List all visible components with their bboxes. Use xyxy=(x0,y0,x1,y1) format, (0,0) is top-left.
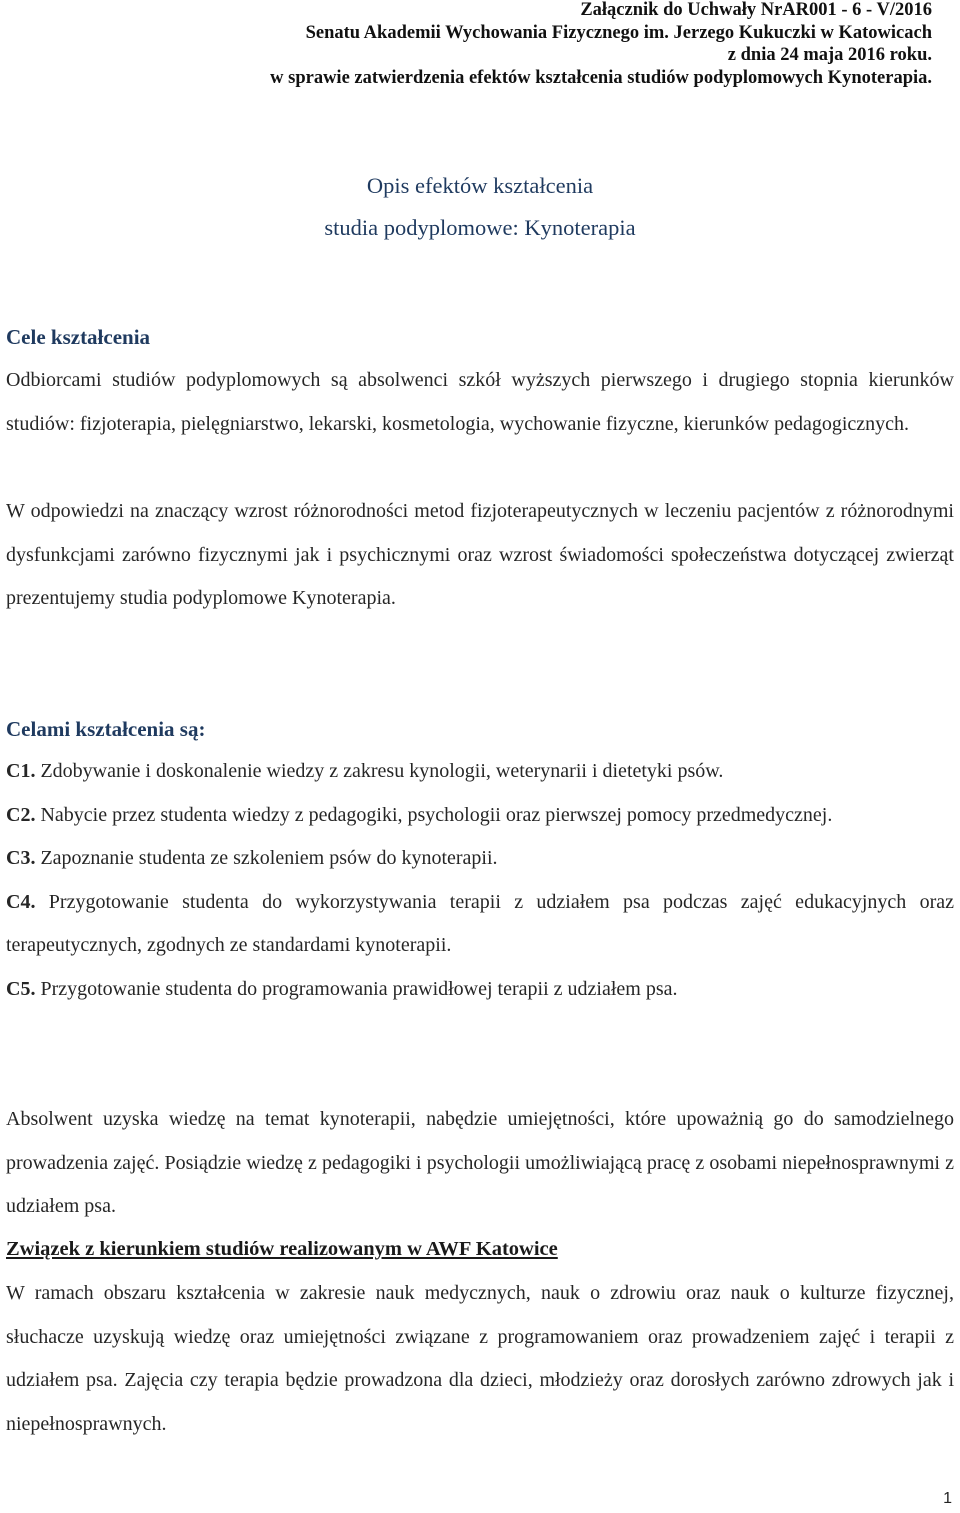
header-line-date: z dnia 24 maja 2016 roku. xyxy=(727,45,932,65)
relation-paragraph: W ramach obszaru kształcenia w zakresie nauk medycznych, nauk o zdrowiu oraz nauk o kulturze fizycznej, słuchacze uzyskują wiedzę oraz umiejętności związane z programowaniem oraz prowadzeniem zajęć i terapii z udziałem psa. Zajęcia czy terapia będzie prowadzona dla dzieci, młodzieży oraz dorosłych zarówno zdrowych jak i niepełnosprawnych. xyxy=(6,1282,954,1435)
goals-list xyxy=(6,750,954,1011)
goal-text: Przygotowanie studenta do programowania prawidłowej terapii z udziałem psa. xyxy=(35,977,678,1000)
goal-item-c4 xyxy=(6,881,954,968)
page-number: 1 xyxy=(943,1490,952,1507)
response-paragraph: W odpowiedzi na znaczący wzrost różnorodności metod fizjoterapeutycznych w leczeniu pacjentów z różnorodnymi dysfunkcjami zarówno fizycznymi jak i psychicznymi oraz wzrost świadomości społeczeństwa dotyczącej zwierząt prezentujemy studia podyplomowe Kynoterapia. xyxy=(6,500,954,609)
graduate-paragraph: Absolwent uzyska wiedzę na temat kynoterapii, nabędzie umiejętności, które upoważnią go do samodzielnego prowadzenia zajęć. Posiądzie wiedzę z pedagogiki i psychologii umożliwiającą pracę z osobami niepełnosprawnymi z udziałem psa. xyxy=(6,1108,954,1217)
goal-code: C4. xyxy=(6,890,36,913)
header-line-annex: Załącznik do Uchwały NrAR001 - 6 - V/2016 xyxy=(580,0,932,20)
goal-item-c5 xyxy=(6,968,954,1012)
resolution-header xyxy=(270,0,932,89)
goal-code: C3. xyxy=(6,847,36,869)
goal-item-c2 xyxy=(6,794,954,838)
header-line-senate: Senatu Akademii Wychowania Fizycznego im. Jerzego Kukuczki w Katowicach xyxy=(305,22,932,43)
header-line-subject: w sprawie zatwierdzenia efektów kształcenia studiów podyplomowych Kynoterapia. xyxy=(270,67,932,88)
goal-text: Zdobywanie i doskonalenie wiedzy z zakresu kynologii, weterynarii i dietetyki psów. xyxy=(35,760,724,782)
cele-heading: Cele kształcenia xyxy=(6,325,151,349)
goal-code: C5. xyxy=(6,977,36,1000)
goal-text: Przygotowanie studenta do wykorzystywania terapii z udziałem psa podczas zajęć edukacyjnych oraz terapeutycznych, zgodnych ze standardami kynoterapii. xyxy=(6,890,954,956)
intro-paragraph: Odbiorcami studiów podyplomowych są absolwenci szkół wyższych pierwszego i drugiego stopnia kierunków studiów: fizjoterapia, pielęgniarstwo, lekarski, kosmetologia, wychowanie fizyczne, kierunków pedagogicznych. xyxy=(6,369,954,435)
goal-text: Zapoznanie studenta ze szkoleniem psów do kynoterapii. xyxy=(35,847,498,869)
goal-item-c1 xyxy=(6,750,954,794)
goal-code: C2. xyxy=(6,803,36,826)
title-line-2: studia podyplomowe: Kynoterapia xyxy=(324,215,636,240)
title-line-1: Opis efektów kształcenia xyxy=(366,173,594,198)
relation-heading: Związek z kierunkiem studiów realizowanym w AWF Katowice xyxy=(6,1238,558,1260)
goals-heading: Celami kształcenia są: xyxy=(6,717,206,741)
goal-item-c3 xyxy=(6,837,954,881)
goal-code: C1. xyxy=(6,760,36,782)
goal-text: Nabycie przez studenta wiedzy z pedagogiki, psychologii oraz pierwszej pomocy przedmedycznej. xyxy=(35,803,833,826)
